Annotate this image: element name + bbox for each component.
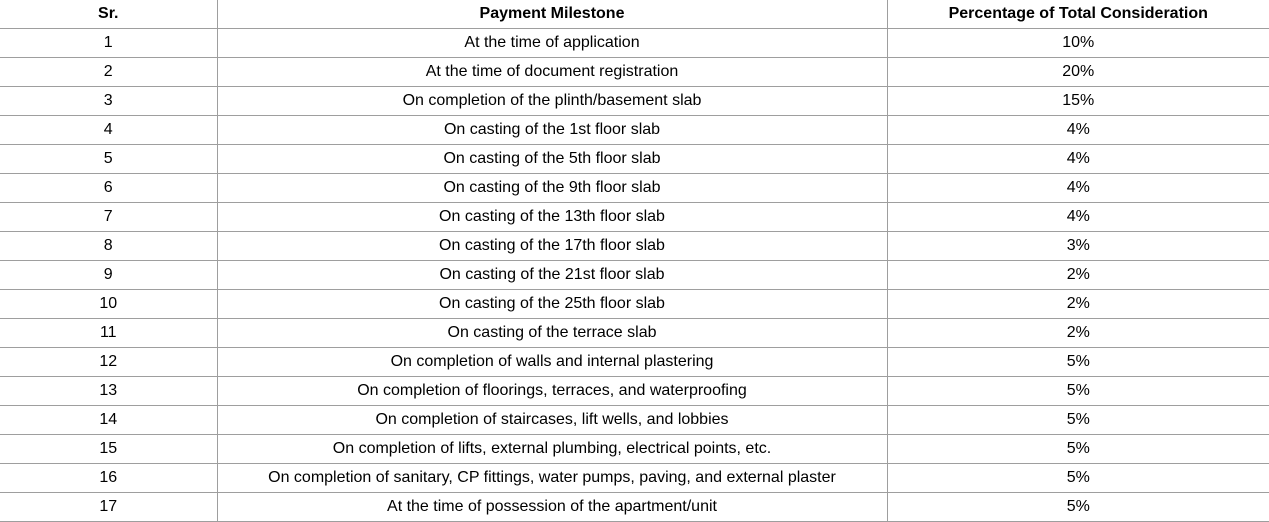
table-row <box>0 406 1269 435</box>
cell-percentage: 15% <box>887 87 1269 116</box>
cell-percentage: 4% <box>887 174 1269 203</box>
cell-percentage: 5% <box>887 435 1269 464</box>
cell-percentage: 2% <box>887 290 1269 319</box>
cell-sr: 5 <box>0 145 217 174</box>
cell-percentage: 5% <box>887 493 1269 522</box>
cell-milestone: On completion of lifts, external plumbing, electrical points, etc. <box>217 435 887 464</box>
cell-milestone: On completion of the plinth/basement slab <box>217 87 887 116</box>
cell-percentage: 5% <box>887 464 1269 493</box>
cell-sr: 1 <box>0 29 217 58</box>
cell-sr: 6 <box>0 174 217 203</box>
cell-milestone: On completion of staircases, lift wells, and lobbies <box>217 406 887 435</box>
cell-milestone: At the time of application <box>217 29 887 58</box>
cell-milestone: On casting of the 17th floor slab <box>217 232 887 261</box>
cell-sr: 15 <box>0 435 217 464</box>
header-sr: Sr. <box>0 0 217 29</box>
table-row <box>0 232 1269 261</box>
cell-milestone: At the time of possession of the apartment/unit <box>217 493 887 522</box>
cell-milestone: On casting of the 21st floor slab <box>217 261 887 290</box>
table-row <box>0 493 1269 522</box>
cell-milestone: On completion of floorings, terraces, and waterproofing <box>217 377 887 406</box>
table-row <box>0 319 1269 348</box>
cell-milestone: On casting of the 25th floor slab <box>217 290 887 319</box>
cell-milestone: On casting of the 9th floor slab <box>217 174 887 203</box>
cell-percentage: 5% <box>887 406 1269 435</box>
table-row <box>0 464 1269 493</box>
cell-sr: 8 <box>0 232 217 261</box>
cell-percentage: 2% <box>887 261 1269 290</box>
cell-milestone: On casting of the terrace slab <box>217 319 887 348</box>
table-row <box>0 290 1269 319</box>
table-row <box>0 203 1269 232</box>
table-row <box>0 348 1269 377</box>
cell-percentage: 20% <box>887 58 1269 87</box>
table-row <box>0 29 1269 58</box>
header-payment-milestone: Payment Milestone <box>217 0 887 29</box>
cell-percentage: 4% <box>887 203 1269 232</box>
table-body <box>0 29 1269 522</box>
cell-milestone: On casting of the 5th floor slab <box>217 145 887 174</box>
cell-sr: 4 <box>0 116 217 145</box>
cell-sr: 14 <box>0 406 217 435</box>
cell-milestone: On completion of walls and internal plastering <box>217 348 887 377</box>
cell-milestone: On completion of sanitary, CP fittings, water pumps, paving, and external plaster <box>217 464 887 493</box>
table-row <box>0 435 1269 464</box>
table-row <box>0 174 1269 203</box>
cell-sr: 2 <box>0 58 217 87</box>
cell-milestone: At the time of document registration <box>217 58 887 87</box>
cell-percentage: 4% <box>887 145 1269 174</box>
table-row <box>0 116 1269 145</box>
cell-sr: 12 <box>0 348 217 377</box>
cell-percentage: 3% <box>887 232 1269 261</box>
cell-milestone: On casting of the 1st floor slab <box>217 116 887 145</box>
cell-sr: 17 <box>0 493 217 522</box>
cell-percentage: 10% <box>887 29 1269 58</box>
cell-sr: 9 <box>0 261 217 290</box>
table-row <box>0 145 1269 174</box>
table-header-row <box>0 0 1269 29</box>
cell-sr: 11 <box>0 319 217 348</box>
cell-percentage: 4% <box>887 116 1269 145</box>
cell-milestone: On casting of the 13th floor slab <box>217 203 887 232</box>
table-row <box>0 261 1269 290</box>
cell-sr: 16 <box>0 464 217 493</box>
cell-percentage: 5% <box>887 348 1269 377</box>
cell-sr: 7 <box>0 203 217 232</box>
table-row <box>0 87 1269 116</box>
table-row <box>0 58 1269 87</box>
header-percentage: Percentage of Total Consideration <box>887 0 1269 29</box>
cell-sr: 10 <box>0 290 217 319</box>
cell-sr: 3 <box>0 87 217 116</box>
cell-percentage: 5% <box>887 377 1269 406</box>
cell-sr: 13 <box>0 377 217 406</box>
cell-percentage: 2% <box>887 319 1269 348</box>
table-row <box>0 377 1269 406</box>
